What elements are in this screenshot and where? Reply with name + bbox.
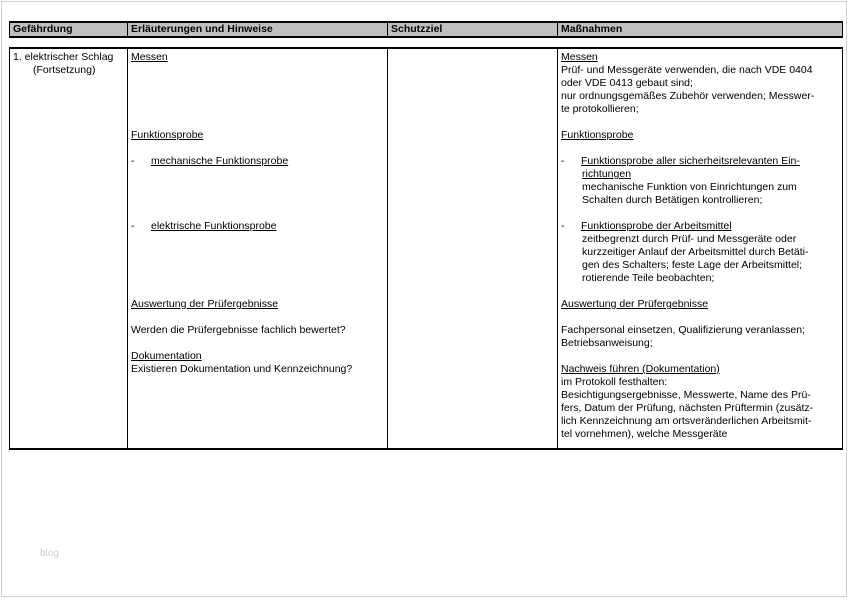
measures-text: oder VDE 0413 gebaut sind;: [561, 77, 693, 89]
notes-elek: elektrische Funktionsprobe: [151, 220, 277, 232]
measures-funktionsprobe: Funktionsprobe: [561, 129, 634, 141]
hazard-continuation: (Fortsetzung): [33, 64, 96, 76]
cell-protection-goal: [388, 48, 558, 449]
measures-text: lich Kennzeichnung am ortsveränderlichen Arbeitsmit-: [561, 415, 812, 427]
table-body: [9, 47, 843, 450]
measures-text: im Protokoll festhalten:: [561, 376, 668, 388]
measures-text: tel vornehmen), welche Messgeräte: [561, 428, 728, 440]
measures-text: Betriebsanweisung;: [561, 337, 653, 349]
measures-nachweis: Nachweis führen (Dokumentation): [561, 363, 720, 375]
cell-hazard: [10, 48, 128, 449]
notes-dokumentation: Dokumentation: [131, 350, 202, 362]
header-schutzziel: Schutzziel: [388, 22, 558, 37]
measures-fp1-item: - Funktionsprobe aller sicherheitsrelevanten Ein-: [561, 155, 800, 167]
measures-text: zeitbegrenzt durch Prüf- und Messgeräte oder: [582, 233, 797, 245]
measures-fp2-item: - Funktionsprobe der Arbeitsmittel: [561, 220, 732, 232]
watermark: blog: [40, 548, 59, 559]
measures-text: fers, Datum der Prüfung, nächsten Prüftermin (zusätz-: [561, 402, 814, 414]
measures-text: Besichtigungsergebnisse, Messwerte, Name des Prü-: [561, 389, 811, 401]
measures-text: richtungen: [582, 168, 632, 180]
measures-text: Schalten durch Betätigen kontrollieren;: [582, 194, 763, 206]
header-massnahmen: Maßnahmen: [558, 22, 843, 37]
measures-text: mechanische Funktion von Einrichtungen zum: [582, 181, 797, 193]
notes-auswertung: Auswertung der Prüfergebnisse: [131, 298, 279, 310]
measures-text: kurzzeitiger Anlauf der Arbeitsmittel durch Betäti-: [582, 246, 809, 258]
measures-text: te protokollieren;: [561, 103, 639, 115]
measures-text: nur ordnungsgemäßes Zubehör verwenden; Messwer-: [561, 90, 815, 102]
hazard-title: 1. elektrischer Schlag: [13, 51, 114, 63]
header-gefaehrdung: Gefährdung: [10, 22, 128, 37]
cell-notes: [128, 48, 388, 449]
measures-text: rotierende Teile beobachten;: [582, 272, 715, 284]
notes-elek-item: - elektrische Funktionsprobe: [131, 220, 277, 232]
notes-frage-doku: Existieren Dokumentation und Kennzeichnung?: [131, 363, 353, 375]
table-row: [10, 48, 843, 449]
header-erlaeuterungen: Erläuterungen und Hinweise: [128, 22, 388, 37]
notes-frage-bewertet: Werden die Prüfergebnisse fachlich bewertet?: [131, 324, 346, 336]
notes-mech: mechanische Funktionsprobe: [151, 155, 289, 167]
table-header: [9, 21, 843, 38]
measures-text: Prüf- und Messgeräte verwenden, die nach VDE 0404: [561, 64, 813, 76]
notes-funktionsprobe: Funktionsprobe: [131, 129, 204, 141]
measures-text: Fachpersonal einsetzen, Qualifizierung veranlassen;: [561, 324, 805, 336]
measures-auswertung: Auswertung der Prüfergebnisse: [561, 298, 709, 310]
cell-measures: [558, 48, 843, 449]
notes-messen: Messen: [131, 51, 168, 63]
measures-text: gen des Schalters; feste Lage der Arbeitsmittel;: [582, 259, 803, 271]
notes-mech-item: - mechanische Funktionsprobe: [131, 155, 289, 167]
measures-messen: Messen: [561, 51, 598, 63]
